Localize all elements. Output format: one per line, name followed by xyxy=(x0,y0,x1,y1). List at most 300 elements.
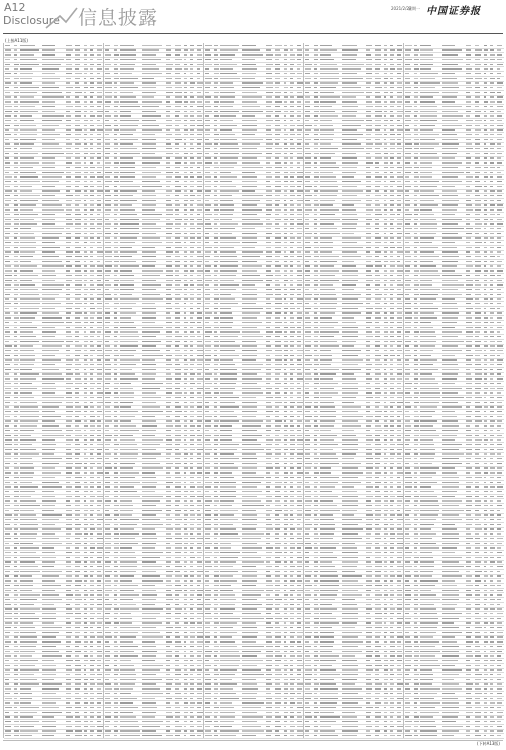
table-cell-text xyxy=(284,397,287,398)
table-cell-text xyxy=(397,204,401,205)
table-cell-text xyxy=(290,167,293,168)
table-cell-text xyxy=(290,87,293,88)
table-cell-text xyxy=(384,111,387,112)
table-cell-text xyxy=(105,331,111,332)
table-cell-text xyxy=(14,655,17,656)
table-cell-text xyxy=(275,341,281,342)
table-cell-text xyxy=(284,162,287,163)
table-cell-text xyxy=(66,585,71,586)
table-cell-text xyxy=(105,707,111,708)
table-cell-text xyxy=(342,247,363,248)
table-cell-text xyxy=(84,505,88,506)
table-cell-text xyxy=(366,251,370,252)
table-cell-text xyxy=(66,195,73,196)
table-cell-text xyxy=(197,397,202,398)
table-cell-text xyxy=(390,49,395,50)
table-cell-text xyxy=(214,383,217,384)
table-cell-text xyxy=(342,251,357,252)
table-cell-text xyxy=(90,331,95,332)
table-cell-text xyxy=(75,172,81,173)
table-cell-text xyxy=(242,585,256,586)
table-cell-text xyxy=(275,134,280,135)
table-cell-text xyxy=(166,289,171,290)
table-cell-text xyxy=(166,411,172,412)
table-cell-text xyxy=(75,660,80,661)
table-cell-text xyxy=(366,68,372,69)
table-cell-text xyxy=(320,45,332,46)
table-cell-text xyxy=(90,341,93,342)
table-cell-text xyxy=(284,153,287,154)
table-cell-text xyxy=(266,59,272,60)
table-cell-text xyxy=(375,200,379,201)
table-cell-text xyxy=(197,646,202,647)
table-cell-text xyxy=(166,322,172,323)
table-cell-text xyxy=(84,251,87,252)
table-cell-text xyxy=(320,49,337,50)
table-cell-text xyxy=(190,547,193,548)
table-cell-text xyxy=(42,557,56,558)
table-cell-text xyxy=(290,707,293,708)
table-cell-text xyxy=(205,289,210,290)
table-cell-text xyxy=(75,472,80,473)
table-cell-text xyxy=(205,716,210,717)
table-cell-text xyxy=(84,571,87,572)
table-cell-text xyxy=(197,693,202,694)
table-cell-text xyxy=(290,594,293,595)
table-cell-text xyxy=(142,599,156,600)
table-cell-text xyxy=(5,430,10,431)
table-cell-text xyxy=(342,68,361,69)
table-cell-text xyxy=(84,359,87,360)
table-cell-text xyxy=(14,359,19,360)
table-cell-text xyxy=(184,270,188,271)
table-cell-text xyxy=(290,622,294,623)
table-cell-text xyxy=(284,472,288,473)
table-cell-text xyxy=(20,712,37,713)
table-cell-text xyxy=(214,45,218,46)
table-cell-text xyxy=(266,270,271,271)
table-cell-text xyxy=(184,303,186,304)
table-cell-text xyxy=(190,322,195,323)
table-cell-text xyxy=(20,308,39,309)
table-cell-text xyxy=(242,186,257,187)
table-cell-text xyxy=(375,59,381,60)
table-cell-text xyxy=(166,186,170,187)
table-cell-text xyxy=(190,655,194,656)
table-cell-text xyxy=(5,312,10,313)
table-cell-text xyxy=(205,561,211,562)
table-cell-text xyxy=(142,472,155,473)
table-cell-text xyxy=(290,284,293,285)
table-cell-text xyxy=(297,92,302,93)
table-cell-text xyxy=(14,575,18,576)
table-cell-text xyxy=(75,350,81,351)
table-cell-text xyxy=(90,298,94,299)
table-cell-text xyxy=(84,693,88,694)
table-cell-text xyxy=(184,406,188,407)
table-cell-text xyxy=(114,106,118,107)
table-cell-text xyxy=(5,134,11,135)
table-cell-text xyxy=(197,594,202,595)
table-cell-text xyxy=(84,420,87,421)
table-cell-text xyxy=(205,125,210,126)
table-cell-text xyxy=(397,186,402,187)
table-cell-text xyxy=(20,557,40,558)
table-cell-text xyxy=(275,566,279,567)
table-cell-text xyxy=(375,256,379,257)
table-cell-text xyxy=(75,134,81,135)
table-cell-text xyxy=(214,54,218,55)
table-cell-text xyxy=(166,491,171,492)
table-cell-text xyxy=(275,538,279,539)
table-cell-text xyxy=(20,148,32,149)
table-cell-text xyxy=(220,176,237,177)
table-cell-text xyxy=(266,683,272,684)
table-cell-text xyxy=(220,406,239,407)
table-cell-text xyxy=(84,270,87,271)
table-cell-text xyxy=(266,458,271,459)
table-cell-text xyxy=(375,242,381,243)
table-cell-text xyxy=(384,73,387,74)
table-cell-text xyxy=(114,327,118,328)
table-cell-text xyxy=(197,247,201,248)
table-cell-text xyxy=(375,181,381,182)
table-cell-text xyxy=(5,439,12,440)
table-cell-text xyxy=(14,449,18,450)
table-cell-text xyxy=(42,533,55,534)
table-cell-text xyxy=(197,679,201,680)
table-cell-text xyxy=(266,345,271,346)
table-cell-text xyxy=(205,350,211,351)
table-cell-text xyxy=(242,308,263,309)
table-cell-text xyxy=(184,674,188,675)
table-cell-text xyxy=(142,186,162,187)
table-cell-text xyxy=(266,73,272,74)
table-cell-text xyxy=(384,237,388,238)
table-cell-text xyxy=(305,265,310,266)
table-cell-text xyxy=(84,373,87,374)
table-cell-text xyxy=(175,561,180,562)
table-cell-text xyxy=(142,167,156,168)
table-cell-text xyxy=(42,345,62,346)
table-cell-text xyxy=(242,655,257,656)
table-cell-text xyxy=(75,458,79,459)
table-cell-text xyxy=(105,345,110,346)
table-cell-text xyxy=(242,613,261,614)
table-cell-text xyxy=(14,327,17,328)
table-cell-text xyxy=(214,538,217,539)
table-cell-text xyxy=(120,96,136,97)
table-cell-text xyxy=(290,693,295,694)
table-cell-text xyxy=(90,336,94,337)
table-cell-text xyxy=(75,406,81,407)
table-cell-text xyxy=(105,383,110,384)
table-cell-text xyxy=(84,552,87,553)
table-cell-text xyxy=(75,538,80,539)
table-cell-text xyxy=(184,134,188,135)
table-cell-text xyxy=(75,355,80,356)
table-cell-text xyxy=(90,594,94,595)
table-cell-text xyxy=(197,566,202,567)
table-cell-text xyxy=(205,134,210,135)
table-cell-text xyxy=(275,726,281,727)
table-cell-text xyxy=(197,622,202,623)
table-cell-text xyxy=(242,486,257,487)
table-cell-text xyxy=(284,594,288,595)
table-cell-text xyxy=(20,674,34,675)
table-cell-text xyxy=(166,261,172,262)
table-cell-text xyxy=(214,449,217,450)
table-cell-text xyxy=(5,59,10,60)
table-cell-text xyxy=(175,533,181,534)
table-cell-text xyxy=(242,420,263,421)
table-cell-text xyxy=(184,331,187,332)
table-cell-text xyxy=(184,68,188,69)
table-cell-text xyxy=(97,73,100,74)
table-cell-text xyxy=(66,129,71,130)
table-cell-text xyxy=(5,402,10,403)
table-cell-text xyxy=(175,458,180,459)
table-cell-text xyxy=(90,406,94,407)
table-cell-text xyxy=(397,64,401,65)
table-cell-text xyxy=(84,322,88,323)
table-cell-text xyxy=(42,543,62,544)
table-cell-text xyxy=(114,115,118,116)
table-cell-text xyxy=(314,167,317,168)
table-cell-text xyxy=(220,228,235,229)
table-cell-text xyxy=(114,265,118,266)
table-cell-text xyxy=(142,528,155,529)
table-cell-text xyxy=(297,651,301,652)
table-cell-text xyxy=(14,96,17,97)
table-cell-text xyxy=(284,632,287,633)
table-cell-text xyxy=(275,435,279,436)
table-cell-text xyxy=(14,303,18,304)
table-cell-text xyxy=(214,195,217,196)
table-cell-text xyxy=(114,627,117,628)
table-cell-text xyxy=(142,660,155,661)
table-cell-text xyxy=(97,204,101,205)
table-cell-text xyxy=(375,275,380,276)
table-cell-text xyxy=(242,190,255,191)
table-cell-text xyxy=(97,669,100,670)
table-cell-text xyxy=(214,153,218,154)
table-cell-text xyxy=(5,317,11,318)
table-cell-text xyxy=(84,482,87,483)
table-cell-text xyxy=(42,284,64,285)
table-cell-text xyxy=(297,237,301,238)
table-cell-text xyxy=(175,463,181,464)
table-cell-text xyxy=(314,73,318,74)
table-cell-text xyxy=(190,242,195,243)
table-cell-text xyxy=(184,364,188,365)
table-cell-text xyxy=(220,233,232,234)
table-cell-text xyxy=(220,125,237,126)
table-cell-text xyxy=(275,294,281,295)
table-cell-text xyxy=(390,96,393,97)
table-cell-text xyxy=(184,350,187,351)
table-cell-text xyxy=(142,143,156,144)
table-cell-text xyxy=(105,397,110,398)
table-cell-text xyxy=(220,430,232,431)
table-cell-text xyxy=(84,566,87,567)
table-cell-text xyxy=(220,139,237,140)
table-cell-text xyxy=(284,298,286,299)
table-cell-text xyxy=(214,388,218,389)
table-cell-text xyxy=(5,289,11,290)
table-cell-text xyxy=(114,378,117,379)
table-cell-text xyxy=(266,496,272,497)
table-cell-text xyxy=(284,439,287,440)
table-cell-text xyxy=(190,294,194,295)
table-cell-text xyxy=(20,514,36,515)
table-cell-text xyxy=(242,726,261,727)
table-cell-text xyxy=(184,420,187,421)
table-cell-text xyxy=(205,172,210,173)
table-cell-text xyxy=(184,237,188,238)
table-cell-text xyxy=(275,317,280,318)
table-cell-text xyxy=(266,665,272,666)
table-cell-text xyxy=(197,651,202,652)
table-cell-text xyxy=(214,632,217,633)
section-name-cn: 信息披露 xyxy=(78,7,159,29)
table-cell-text xyxy=(184,519,187,520)
table-cell-text xyxy=(5,101,11,102)
table-cell-text xyxy=(90,458,94,459)
table-cell-text xyxy=(97,683,103,684)
table-cell-text xyxy=(90,54,94,55)
table-cell-text xyxy=(14,251,19,252)
table-cell-text xyxy=(175,284,180,285)
table-cell-text xyxy=(166,162,170,163)
table-cell-text xyxy=(14,157,18,158)
table-cell-text xyxy=(175,176,181,177)
table-cell-text xyxy=(242,294,257,295)
table-cell-text xyxy=(320,157,331,158)
table-cell-text xyxy=(266,209,272,210)
table-cell-text xyxy=(197,613,203,614)
table-cell-text xyxy=(290,280,293,281)
table-cell-text xyxy=(114,373,117,374)
table-cell-text xyxy=(114,416,117,417)
table-cell-text xyxy=(75,721,81,722)
table-cell-text xyxy=(214,373,217,374)
table-cell-text xyxy=(266,669,271,670)
table-cell-text xyxy=(205,651,212,652)
table-cell-text xyxy=(84,106,87,107)
table-cell-text xyxy=(166,702,170,703)
table-cell-text xyxy=(5,599,10,600)
table-cell-text xyxy=(266,660,272,661)
table-cell-text xyxy=(214,463,218,464)
table-cell-text xyxy=(184,45,187,46)
table-cell-text xyxy=(75,327,82,328)
table-cell-text xyxy=(314,129,319,130)
table-cell-text xyxy=(190,195,195,196)
table-cell-text xyxy=(105,195,111,196)
table-cell-text xyxy=(75,505,80,506)
table-cell-text xyxy=(66,411,73,412)
table-cell-text xyxy=(20,590,32,591)
table-cell-text xyxy=(114,669,119,670)
table-cell-text xyxy=(297,613,301,614)
table-cell-text xyxy=(220,280,234,281)
table-cell-text xyxy=(97,641,101,642)
table-cell-text xyxy=(166,92,173,93)
table-cell-text xyxy=(184,87,187,88)
table-cell-text xyxy=(205,317,210,318)
table-cell-text xyxy=(97,571,101,572)
table-cell-text xyxy=(42,604,54,605)
table-cell-text xyxy=(105,411,111,412)
table-cell-text xyxy=(184,308,186,309)
table-cell-text xyxy=(5,622,12,623)
table-cell-text xyxy=(175,444,180,445)
table-cell-text xyxy=(120,472,139,473)
table-cell-text xyxy=(105,467,112,468)
table-cell-text xyxy=(66,96,70,97)
table-cell-text xyxy=(314,270,318,271)
table-cell-text xyxy=(105,618,109,619)
table-cell-text xyxy=(290,219,294,220)
table-cell-text xyxy=(5,514,12,515)
table-cell-text xyxy=(90,350,95,351)
table-cell-text xyxy=(220,618,240,619)
table-cell-text xyxy=(390,125,394,126)
table-cell-text xyxy=(242,716,263,717)
table-cell-text xyxy=(42,402,62,403)
table-cell-text xyxy=(66,120,71,121)
table-cell-text xyxy=(242,472,256,473)
table-cell-text xyxy=(42,679,54,680)
table-cell-text xyxy=(84,557,88,558)
table-cell-text xyxy=(275,590,280,591)
table-cell-text xyxy=(242,111,263,112)
table-cell-text xyxy=(66,528,72,529)
table-cell-text xyxy=(90,111,93,112)
table-cell-text xyxy=(66,683,71,684)
table-cell-text xyxy=(120,538,135,539)
table-cell-text xyxy=(66,68,72,69)
table-cell-text xyxy=(142,247,155,248)
table-cell-text xyxy=(175,265,180,266)
table-cell-text xyxy=(142,571,156,572)
table-cell-text xyxy=(120,566,137,567)
table-cell-text xyxy=(197,148,201,149)
table-cell-text xyxy=(20,416,39,417)
table-cell-text xyxy=(20,101,39,102)
table-cell-text xyxy=(5,528,12,529)
table-cell-text xyxy=(84,64,87,65)
table-cell-text xyxy=(97,270,102,271)
table-cell-text xyxy=(290,453,294,454)
table-cell-text xyxy=(120,270,132,271)
table-cell-text xyxy=(84,303,87,304)
table-cell-text xyxy=(166,594,172,595)
table-cell-text xyxy=(42,538,59,539)
table-cell-text xyxy=(190,317,193,318)
table-cell-text xyxy=(166,219,170,220)
table-cell-text xyxy=(220,575,233,576)
table-cell-text xyxy=(275,251,281,252)
table-cell-text xyxy=(120,698,137,699)
table-cell-text xyxy=(14,242,19,243)
table-cell-text xyxy=(120,655,138,656)
table-cell-text xyxy=(184,327,187,328)
table-cell-text xyxy=(120,176,135,177)
table-cell-text xyxy=(197,214,200,215)
table-cell-text xyxy=(205,214,212,215)
